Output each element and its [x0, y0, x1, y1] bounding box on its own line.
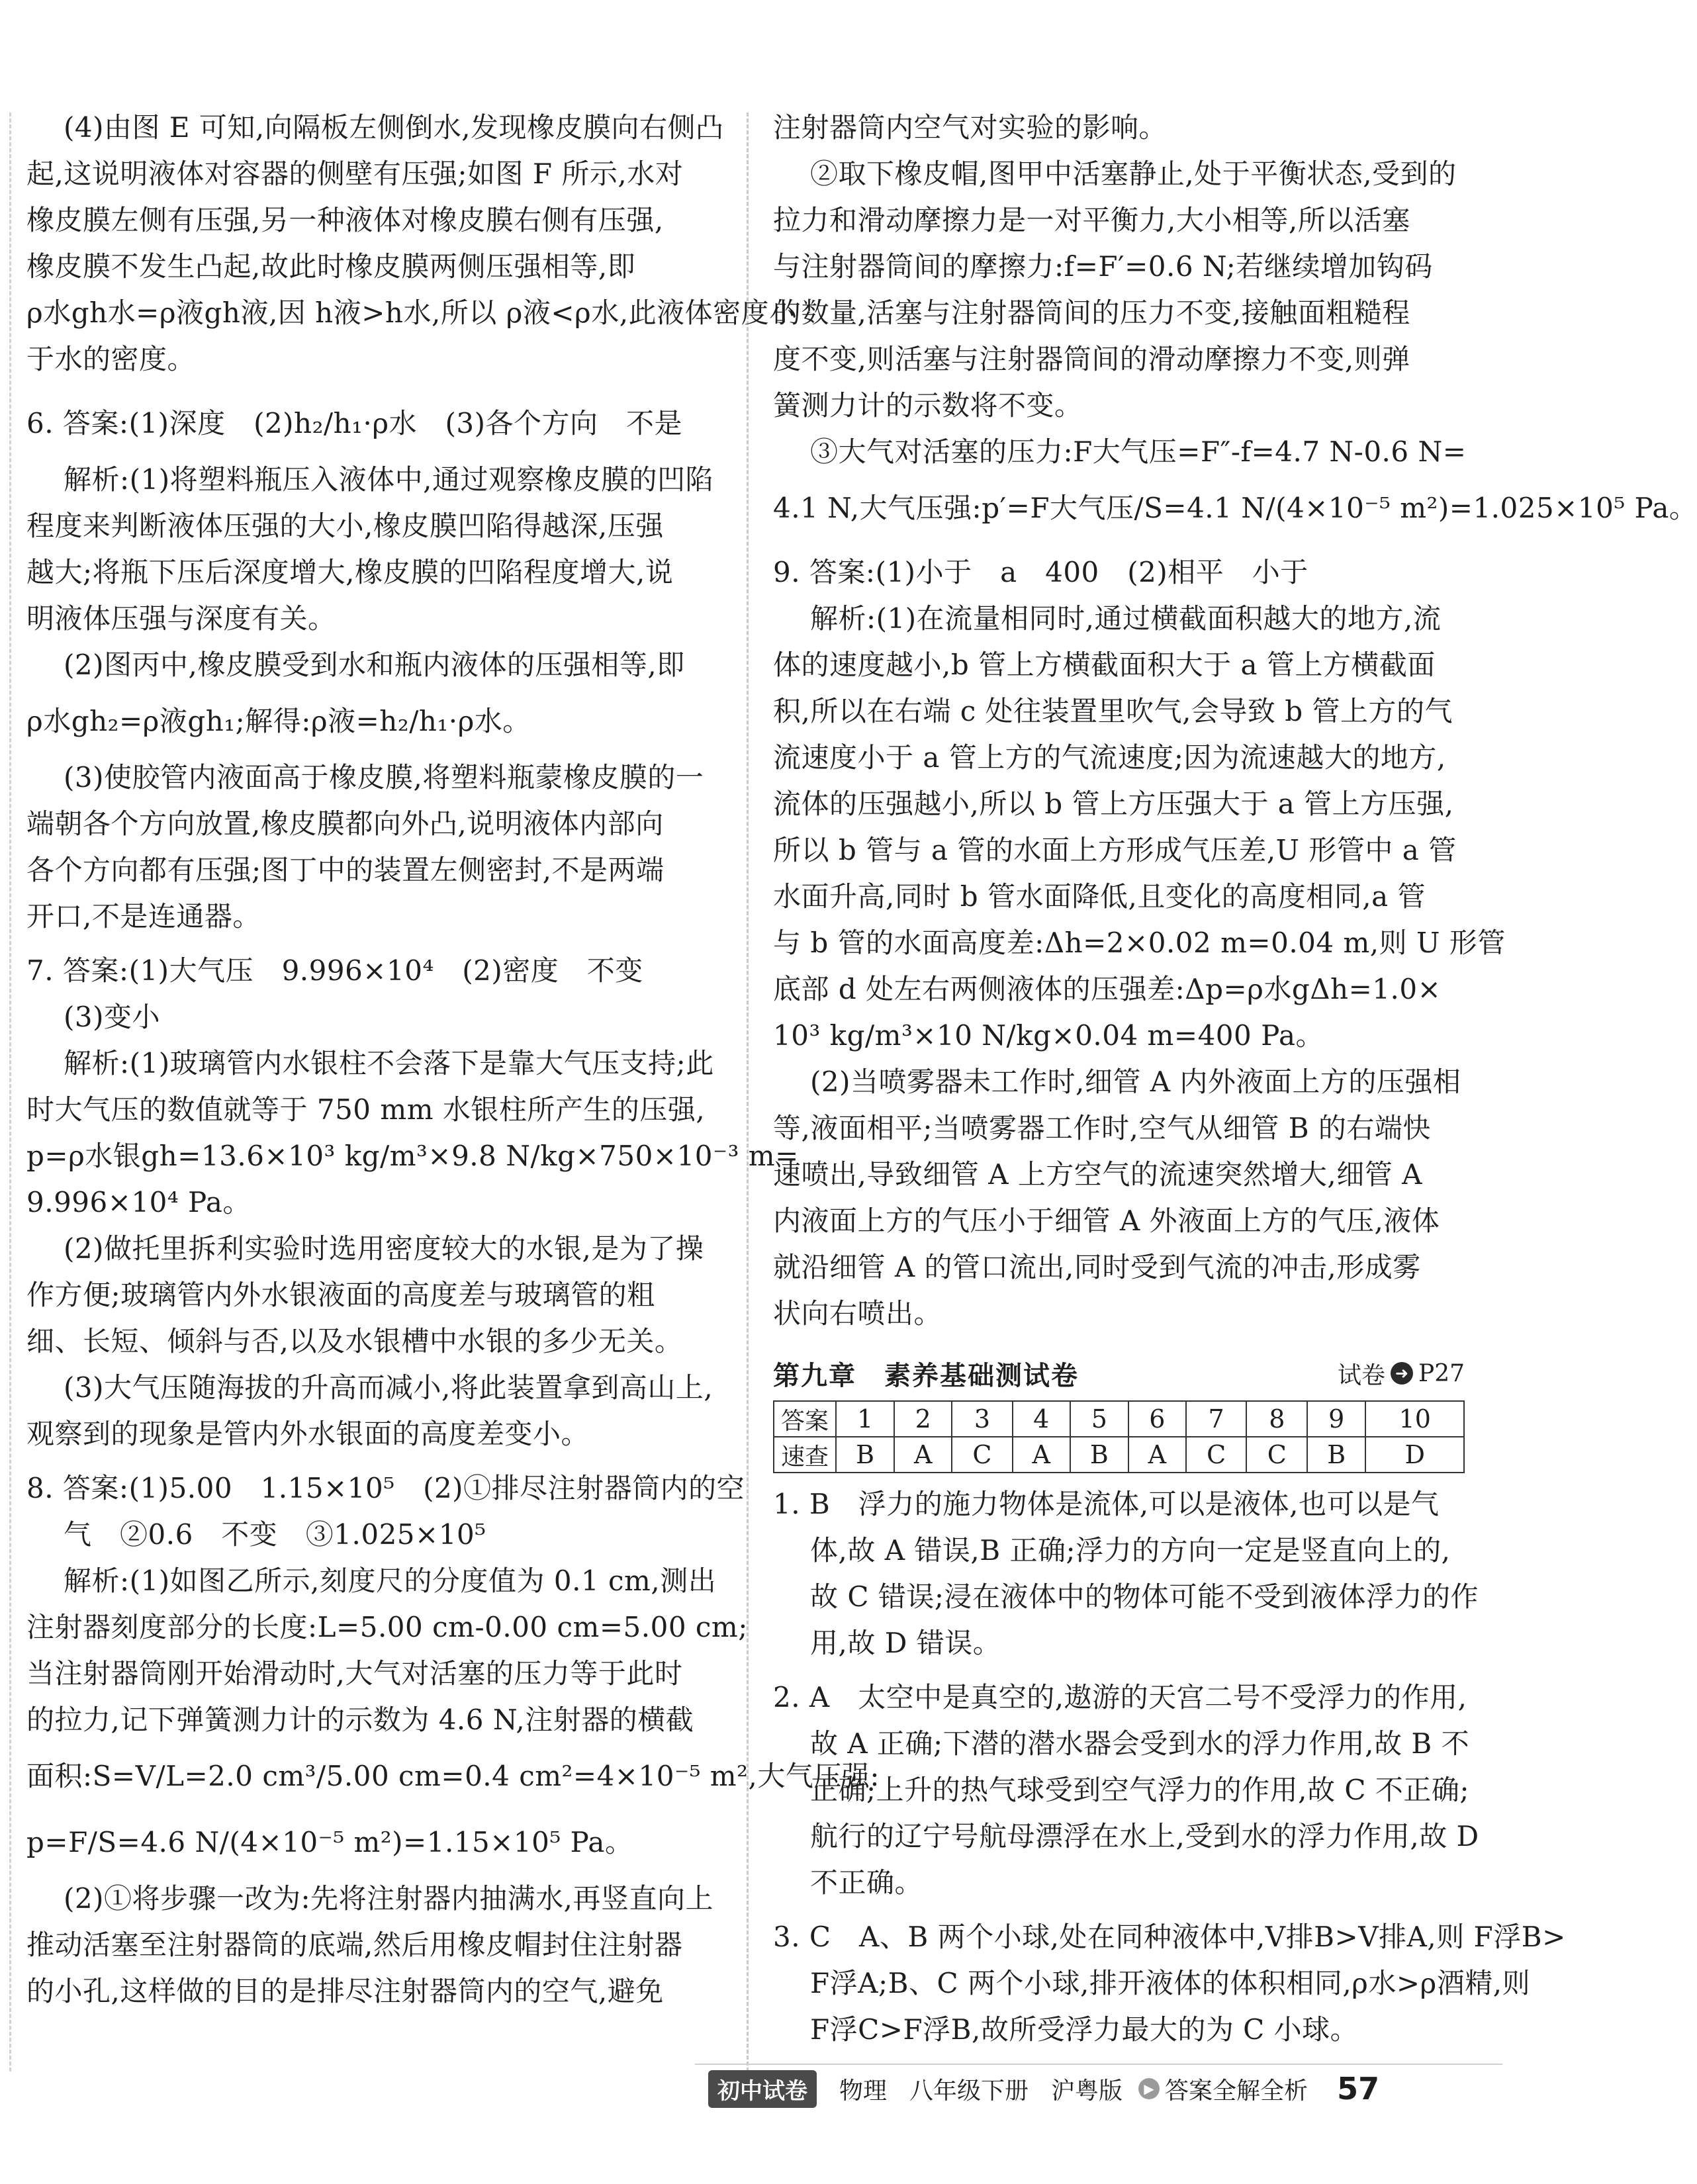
footer-rule: [695, 2064, 1502, 2065]
text-line: 程度来判断液体压强的大小,橡皮膜凹陷得越深,压强: [26, 510, 664, 542]
text-line: 水面升高,同时 b 管水面降低,且变化的高度相同,a 管: [773, 880, 1426, 913]
text-line: 用,故 D 错误。: [810, 1627, 1001, 1659]
text-line: (2)图丙中,橡皮膜受到水和瓶内液体的压强相等,即: [64, 649, 685, 681]
text-line: 故 A 正确;下潜的潜水器会受到水的浮力作用,故 B 不: [810, 1727, 1470, 1760]
footer-subject: 物理: [839, 2077, 888, 2105]
text-line: 明液体压强与深度有关。: [26, 602, 336, 635]
text-line: 底部 d 处左右两侧液体的压强差:Δp=ρ水gΔh=1.0×: [773, 973, 1442, 1005]
text-line: 度不变,则活塞与注射器筒间的滑动摩擦力不变,则弹: [773, 343, 1410, 375]
text-line: 的小孔,这样做的目的是排尽注射器筒内的空气,避免: [26, 1975, 664, 2007]
text-line: 于水的密度。: [26, 343, 196, 375]
text-line: 与注射器筒间的摩擦力:f=F′=0.6 N;若继续增加钩码: [773, 250, 1433, 283]
table-header-cell: 答案: [774, 1401, 836, 1437]
answer-cell: C: [952, 1437, 1013, 1473]
text-line: 流速度小于 a 管上方的气流速度;因为流速越大的地方,: [773, 741, 1446, 774]
text-line: 9.996×10⁴ Pa。: [26, 1186, 251, 1218]
text-line: 流体的压强越小,所以 b 管上方压强大于 a 管上方压强,: [773, 788, 1454, 820]
text-line: 开口,不是连通器。: [26, 900, 261, 933]
text-line: (2)①将步骤一改为:先将注射器内抽满水,再竖直向上: [64, 1882, 713, 1915]
text-line: (3)变小: [64, 1001, 160, 1033]
question-number-cell: 1: [836, 1401, 894, 1437]
text-line: 与 b 管的水面高度差:Δh=2×0.02 m=0.04 m,则 U 形管: [773, 927, 1506, 959]
text-line: 故 C 错误;浸在液体中的物体可能不受到液体浮力的作: [810, 1580, 1479, 1613]
page-footer: [708, 2068, 1489, 2109]
question-number-cell: 5: [1070, 1401, 1128, 1437]
text-line: 起,这说明液体对容器的侧壁有压强;如图 F 所示,水对: [26, 158, 684, 190]
play-icon: ▶: [1138, 2078, 1160, 2099]
answer-line: 8. 答案:(1)5.00 1.15×10⁵ (2)①排尽注射器筒内的空: [26, 1472, 745, 1504]
question-number-cell: 4: [1013, 1401, 1070, 1437]
text-line: 就沿细管 A 的管口流出,同时受到气流的冲击,形成雾: [773, 1251, 1421, 1283]
section-ref-label: 试卷: [1337, 1361, 1385, 1389]
text-line: ρ水gh₂=ρ液gh₁;解得:ρ液=h₂/h₁·ρ水。: [26, 705, 531, 737]
table-header-cell: 速查: [774, 1437, 836, 1473]
text-line: (3)大气压随海拔的升高而减小,将此装置拿到高山上,: [64, 1371, 713, 1404]
text-line: 所以 b 管与 a 管的水面上方形成气压差,U 形管中 a 管: [773, 834, 1457, 866]
question-number-cell: 8: [1246, 1401, 1307, 1437]
binding-margin: [9, 113, 11, 2071]
table-row-answers: [774, 1437, 1464, 1473]
text-line: ρ水gh水=ρ液gh液,因 h液>h水,所以 ρ液<ρ水,此液体密度小: [26, 296, 798, 329]
text-line: 10³ kg/m³×10 N/kg×0.04 m=400 Pa。: [773, 1019, 1324, 1052]
text-line: 面积:S=V/L=2.0 cm³/5.00 cm=0.4 cm²=4×10⁻⁵ m²,大气压强:: [26, 1760, 880, 1792]
answer-cell: A: [1013, 1437, 1070, 1473]
text-line: 越大;将瓶下压后深度增大,橡皮膜的凹陷程度增大,说: [26, 556, 674, 588]
answer-cell: B: [1070, 1437, 1128, 1473]
text-line: 注射器刻度部分的长度:L=5.00 cm-0.00 cm=5.00 cm;: [26, 1611, 748, 1643]
question-number-cell: 2: [894, 1401, 952, 1437]
answer-cell: A: [894, 1437, 952, 1473]
text-line: 推动活塞至注射器筒的底端,然后用橡皮帽封住注射器: [26, 1929, 683, 1961]
text-line: 簧测力计的示数将不变。: [773, 389, 1083, 422]
text-line: 的拉力,记下弹簧测力计的示数为 4.6 N,注射器的横截: [26, 1704, 694, 1736]
answer-line: 1. B 浮力的施力物体是流体,可以是液体,也可以是气: [773, 1488, 1440, 1520]
text-line: 解析:(1)如图乙所示,刻度尺的分度值为 0.1 cm,测出: [64, 1565, 717, 1597]
text-line: 观察到的现象是管内外水银面的高度差变小。: [26, 1418, 590, 1450]
answer-cell: B: [1307, 1437, 1365, 1473]
text-line: 各个方向都有压强;图丁中的装置左侧密封,不是两端: [26, 854, 665, 886]
right-column-bottom: [773, 1481, 1566, 2053]
text-line: 当注射器筒刚开始滑动时,大气对活塞的压力等于此时: [26, 1657, 683, 1690]
footer-grade: 八年级下册: [909, 2077, 1029, 2105]
text-line: 状向右喷出。: [773, 1297, 942, 1330]
text-line: ③大气对活塞的压力:F大气压=F″-f=4.7 N-0.6 N=: [810, 435, 1467, 468]
answer-line: 3. C A、B 两个小球,处在同种液体中,V排B>V排A,则 F浮B>: [773, 1921, 1566, 1953]
text-line: 正确;上升的热气球受到空气浮力的作用,故 C 不正确;: [810, 1774, 1469, 1806]
answer-cell: B: [836, 1437, 894, 1473]
text-line: 时大气压的数值就等于 750 mm 水银柱所产生的压强,: [26, 1093, 706, 1126]
text-line: 橡皮膜不发生凸起,故此时橡皮膜两侧压强相等,即: [26, 250, 636, 283]
answer-cell: A: [1128, 1437, 1186, 1473]
question-number-cell: 10: [1365, 1401, 1464, 1437]
text-line: 速喷出,导致细管 A 上方空气的流速突然增大,细管 A: [773, 1158, 1422, 1191]
text-line: 橡皮膜左侧有压强,另一种液体对橡皮膜右侧有压强,: [26, 204, 664, 236]
right-column: [773, 105, 1697, 2053]
right-column-top: [773, 105, 1697, 1337]
answer-line: 9. 答案:(1)小于 a 400 (2)相平 小于: [773, 556, 1308, 588]
text-line: 4.1 N,大气压强:p′=F大气压/S=4.1 N/(4×10⁻⁵ m²)=1.025×10⁵ Pa。: [773, 492, 1697, 524]
text-line: 解析:(1)在流量相同时,通过横截面积越大的地方,流: [810, 602, 1442, 635]
text-line: ②取下橡皮帽,图甲中活塞静止,处于平衡状态,受到的: [810, 158, 1457, 190]
text-line: 注射器筒内空气对实验的影响。: [773, 111, 1168, 144]
question-number-cell: 6: [1128, 1401, 1186, 1437]
section-title: 第九章 素养基础测试卷: [773, 1360, 1079, 1391]
text-line: p=ρ水银gh=13.6×10³ kg/m³×9.8 N/kg×750×10⁻³ m=: [26, 1140, 799, 1172]
text-line: 细、长短、倾斜与否,以及水银槽中水银的多少无关。: [26, 1325, 683, 1357]
text-line: p=F/S=4.6 N/(4×10⁻⁵ m²)=1.15×10⁵ Pa。: [26, 1826, 633, 1858]
text-line: 积,所以在右端 c 处往装置里吹气,会导致 b 管上方的气: [773, 695, 1453, 727]
page-number: 57: [1337, 2071, 1380, 2107]
table-row-numbers: [774, 1401, 1464, 1437]
answer-cell: C: [1186, 1437, 1247, 1473]
section-ref-page: P27: [1418, 1359, 1465, 1387]
footer-brand: 初中试卷: [708, 2070, 817, 2108]
text-line: 等,液面相平;当喷雾器工作时,空气从细管 B 的右端快: [773, 1112, 1431, 1144]
answer-line: 6. 答案:(1)深度 (2)h₂/h₁·ρ水 (3)各个方向 不是: [26, 407, 683, 439]
text-line: (2)当喷雾器未工作时,细管 A 内外液面上方的压强相: [810, 1066, 1461, 1098]
footer-series: 答案全解全析: [1165, 2077, 1308, 2105]
answer-cell: C: [1246, 1437, 1307, 1473]
answer-line: 2. A 太空中是真空的,遨游的天宫二号不受浮力的作用,: [773, 1681, 1467, 1713]
text-line: 气 ②0.6 不变 ③1.025×10⁵: [64, 1518, 486, 1551]
text-line: 拉力和滑动摩擦力是一对平衡力,大小相等,所以活塞: [773, 204, 1410, 236]
text-line: F浮C>F浮B,故所受浮力最大的为 C 小球。: [810, 2013, 1359, 2046]
question-number-cell: 7: [1186, 1401, 1247, 1437]
text-line: 体,故 A 错误,B 正确;浮力的方向一定是竖直向上的,: [810, 1534, 1451, 1567]
question-number-cell: 9: [1307, 1401, 1365, 1437]
answer-line: 7. 答案:(1)大气压 9.996×10⁴ (2)密度 不变: [26, 954, 643, 987]
text-line: 内液面上方的气压小于细管 A 外液面上方的气压,液体: [773, 1205, 1440, 1237]
text-line: 航行的辽宁号航母漂浮在水上,受到水的浮力作用,故 D: [810, 1820, 1479, 1852]
text-line: 端朝各个方向放置,橡皮膜都向外凸,说明液体内部向: [26, 807, 664, 840]
text-line: 作方便;玻璃管内外水银液面的高度差与玻璃管的粗: [26, 1279, 655, 1311]
text-line: 解析:(1)玻璃管内水银柱不会落下是靠大气压支持;此: [64, 1047, 714, 1079]
footer-edition: 沪粤版: [1051, 2077, 1123, 2105]
text-line: (2)做托里拆利实验时选用密度较大的水银,是为了操: [64, 1232, 704, 1265]
arrow-right-icon: ➜: [1391, 1362, 1413, 1385]
text-line: F浮A;B、C 两个小球,排开液体的体积相同,ρ水>ρ酒精,则: [810, 1967, 1531, 1999]
answer-cell: D: [1365, 1437, 1464, 1473]
text-line: 不正确。: [810, 1866, 923, 1899]
question-number-cell: 3: [952, 1401, 1013, 1437]
text-line: 体的速度越小,b 管上方横截面积大于 a 管上方横截面: [773, 649, 1436, 681]
text-line: (3)使胶管内液面高于橡皮膜,将塑料瓶蒙橡皮膜的一: [64, 761, 704, 794]
section-header: [773, 1349, 1465, 1398]
quick-answer-table: [773, 1400, 1465, 1473]
text-line: 的数量,活塞与注射器筒间的压力不变,接触面粗糙程: [773, 296, 1410, 329]
section-reference: [1338, 1357, 1465, 1390]
text-line: (4)由图 E 可知,向隔板左侧倒水,发现橡皮膜向右侧凸: [64, 111, 724, 144]
text-line: 解析:(1)将塑料瓶压入液体中,通过观察橡皮膜的凹陷: [64, 463, 713, 496]
